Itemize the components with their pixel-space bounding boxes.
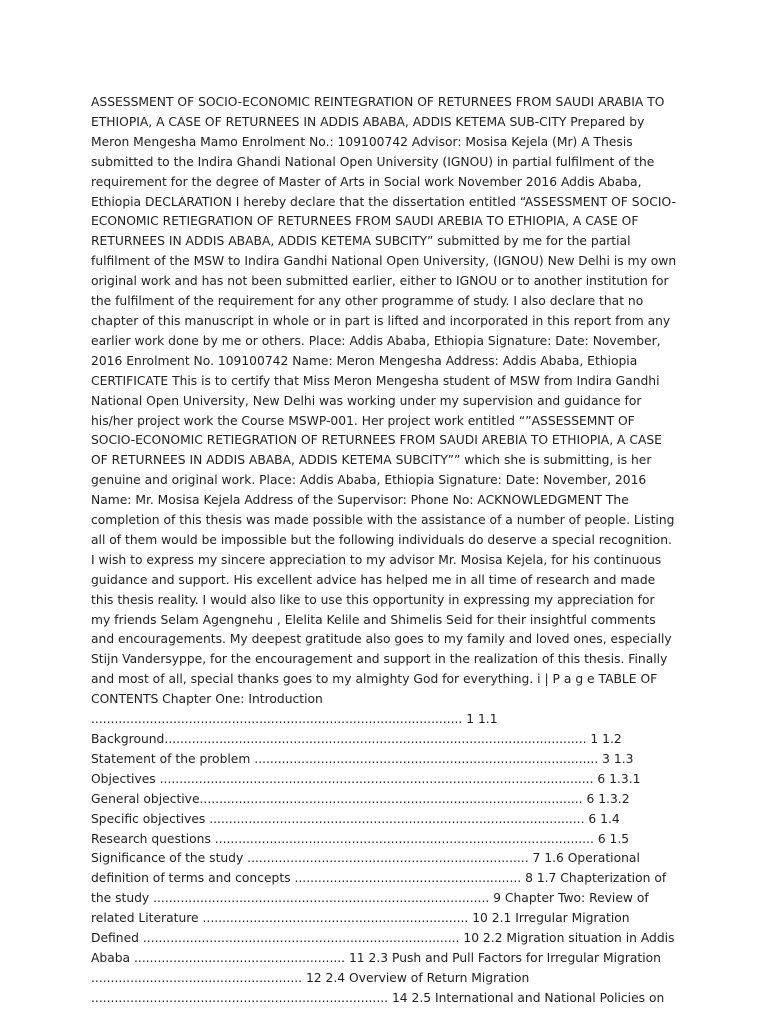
document-body-text: ASSESSMENT OF SOCIO-ECONOMIC REINTEGRATION OF RETURNEES FROM SAUDI ARABIA TO ETHIOPIA, A CASE OF RETURNEES IN ADDIS ABABA, ADDIS KETEMA SUB-CITY Prepared by Meron Mengesha Mamo Enrolment No.: 109100742 Advisor: Mosisa Kejela (Mr) A Thesis submitted to the Indira Ghandi National Open University (IGNOU) in partial fulfilment of the requirement for the degree of Master of Arts in Social work November 2016 Addis Ababa, Ethiopia DECLARATION I hereby declare that the dissertation entitled “ASSESSMENT OF SOCIO-ECONOMIC RETIEGRATION OF RETURNEES FROM SAUDI AREBIA TO ETHIOPIA, A CASE OF RETURNEES IN ADDIS ABABA, ADDIS KETEMA SUBCITY” submitted by me for the partial fulfilment of the MSW to Indira Gandhi National Open University, (IGNOU) New Delhi is my own original work and has not been submitted earlier, either to IGNOU or to another institution for the fulfilment of the requirement for any other programme of study. I also declare that no chapter of this manuscript in whole or in part is lifted and incorporated in this report from any earlier work done by me or others. Place: Addis Ababa, Ethiopia Signature: Date: November, 2016 Enrolment No. 109100742 Name: Meron Mengesha Address: Addis Ababa, Ethiopia CERTIFICATE This is to certify that Miss Meron Mengesha student of MSW from Indira Gandhi National Open University, New Delhi was working under my supervision and guidance for his/her project work the Course MSWP-001. Her project work entitled “”ASSESSEMNT OF SOCIO-ECONOMIC RETIEGRATION OF RETURNEES FROM SAUDI AREBIA TO ETHIOPIA, A CASE OF RETURNEES IN ADDIS ABABA, ADDIS KETEMA SUBCITY”” which she is submitting, is her genuine and original work. Place: Addis Ababa, Ethiopia Signature: Date: November, 2016 Name: Mr. Mosisa Kejela Address of the Supervisor: Phone No: ACKNOWLEDGMENT The completion of this thesis was made possible with the assistance of a number of people. Listing all of them would be impossible but the following individuals do deserve a special recognition. I wish to express my sincere appreciation to my advisor Mr. Mosisa Kejela, for his continuous guidance and support. His excellent advice has helped me in all time of research and made this thesis reality. I would also like to use this opportunity in expressing my appreciation for my friends Selam Agengnehu , Elelita Kelile and Shimelis Seid for their insightful comments and encouragements. My deepest gratitude also goes to my family and loved ones, especially Stijn Vandersyppe, for the encouragement and support in the realization of this thesis. Finally and most of all, special thanks goes to my almighty God for everything. i | P a g e TABLE OF CONTENTS Chapter One: Introduction ............................................................................................... 1 1.1 Background............................................................................................................ 1 1.2 Statement of the problem ........................................................................................ 3 1.3 Objectives ............................................................................................................... 6 1.3.1 General objective.................................................................................................. 6 1.3.2 Specific objectives ................................................................................................ 6 1.4 Research questions ................................................................................................. 6 1.5 Significance of the study ........................................................................ 7 1.6 Operational definition of terms and concepts .......................................................... 8 1.7 Chapterization of the study ...................................................................................... 9 Chapter Two: Review of related Literature .................................................................... 10 2.1 Irregular Migration Defined ................................................................................. 10 2.2 Migration situation in Addis Ababa ...................................................... 11 2.3 Push and Pull Factors for Irregular Migration ...................................................... 12 2.4 Overview of Return Migration ............................................................................ 14 2.5 International and National Policies on	[91, 95, 677, 1005]
